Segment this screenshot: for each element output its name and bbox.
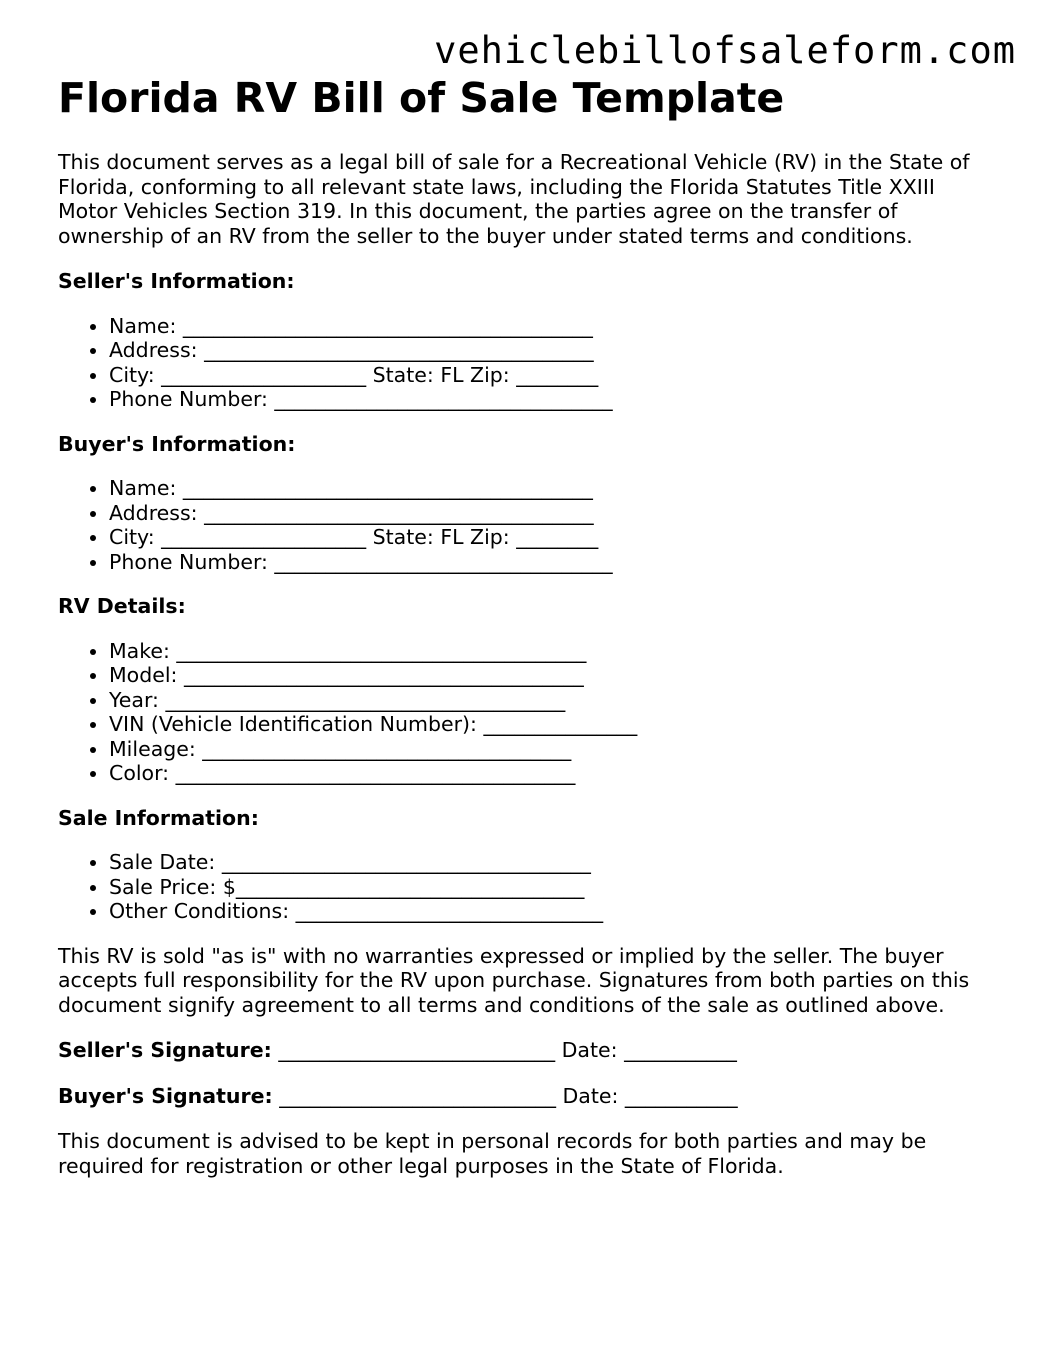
seller-info-heading: Seller's Information: — [58, 269, 295, 293]
sale-conditions-field: • Other Conditions: ______________________________ — [109, 899, 988, 924]
site-watermark: vehiclebillofsaleform.com — [434, 29, 1016, 72]
buyer-info-list — [58, 476, 988, 574]
rv-model-field: • Model: _______________________________________ — [109, 663, 988, 688]
buyer-name-field: • Name: ________________________________________ — [109, 476, 988, 501]
buyer-signature-line — [58, 1084, 988, 1109]
buyer-address-field: • Address: ______________________________________ — [109, 501, 988, 526]
seller-signature-line — [58, 1038, 988, 1063]
document-title: Florida RV Bill of Sale Template — [58, 74, 785, 122]
sale-price-field: • Sale Price: $__________________________________ — [109, 875, 988, 900]
buyer-phone-field: • Phone Number: _________________________________ — [109, 550, 988, 575]
seller-info-list — [58, 314, 988, 412]
seller-name-field: • Name: ________________________________________ — [109, 314, 988, 339]
buyer-signature-blanks: ___________________________ Date: ___________ — [272, 1083, 738, 1108]
seller-signature-label: Seller's Signature: — [58, 1038, 272, 1062]
seller-city-state-zip-field: • City: ____________________ State: FL Zip: ________ — [109, 363, 988, 388]
rv-make-field: • Make: ________________________________________ — [109, 639, 988, 664]
seller-address-field: • Address: ______________________________________ — [109, 338, 988, 363]
rv-vin-field: • VIN (Vehicle Identification Number): _______________ — [109, 712, 988, 737]
sale-info-list — [58, 850, 988, 924]
sale-date-field: • Sale Date: ____________________________________ — [109, 850, 988, 875]
sale-info-heading: Sale Information: — [58, 805, 259, 830]
rv-details-list — [58, 639, 988, 786]
buyer-info-heading: Buyer's Information: — [58, 431, 296, 456]
buyer-city-state-zip-field: • City: ____________________ State: FL Zip: ________ — [109, 525, 988, 550]
document-body — [58, 150, 988, 1178]
rv-details-heading: RV Details: — [58, 594, 186, 618]
rv-mileage-field: • Mileage: ____________________________________ — [109, 737, 988, 762]
as-is-paragraph: This RV is sold "as is" with no warranties expressed or implied by the seller. The buyer accepts full responsibility for the RV upon purchase. Signatures from both parties on this document signify agreement to all terms and conditions of the sale as outlined above. — [58, 943, 970, 1017]
seller-signature-blanks: ___________________________ Date: ___________ — [271, 1038, 737, 1062]
footer-paragraph: This document is advised to be kept in personal records for both parties and may be required for registration or other legal purposes in the State of Florida. — [58, 1129, 927, 1178]
rv-year-field: • Year: _______________________________________ — [109, 688, 988, 713]
seller-phone-field: • Phone Number: _________________________________ — [109, 387, 988, 412]
rv-color-field: • Color: _______________________________________ — [109, 761, 988, 786]
buyer-signature-label: Buyer's Signature: — [58, 1083, 273, 1108]
intro-paragraph: This document serves as a legal bill of sale for a Recreational Vehicle (RV) in the State of Florida, conforming to all relevant state laws, including the Florida Statutes Title XXIII Motor Vehicles Section 319. In this document, the parties agree on the transfer of ownership of an RV from the seller to the buyer under stated terms and conditions. — [58, 150, 970, 248]
